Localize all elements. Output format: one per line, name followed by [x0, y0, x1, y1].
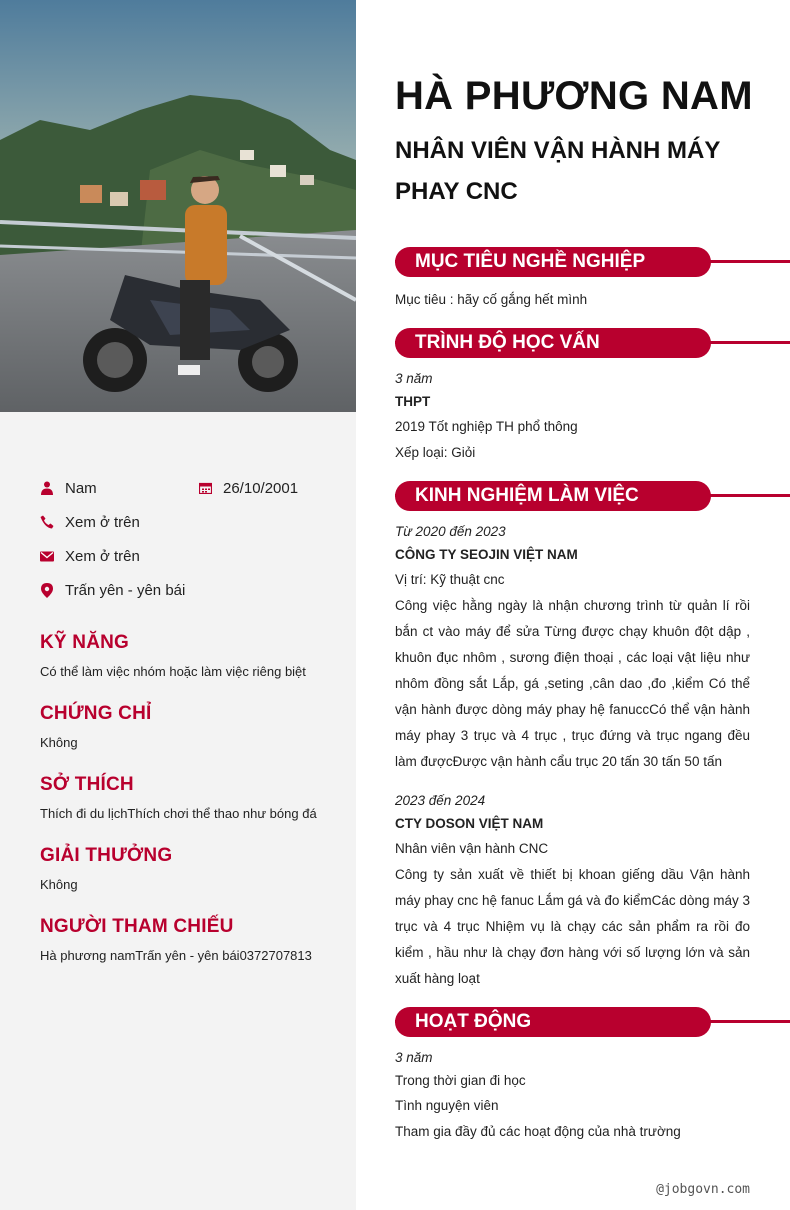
- awards-title: GIẢI THƯỞNG: [40, 845, 173, 866]
- skills-text: Có thể làm việc nhóm hoặc làm việc riêng biệt: [40, 664, 306, 679]
- references-title: NGƯỜI THAM CHIẾU: [40, 916, 234, 937]
- job-title: NHÂN VIÊN VẬN HÀNH MÁY PHAY CNC: [395, 137, 720, 205]
- activities-header: [395, 1007, 790, 1037]
- certificates-text: Không: [40, 735, 78, 750]
- location-icon: [40, 583, 54, 597]
- dob-row: [198, 478, 298, 498]
- education-header: [395, 328, 790, 358]
- sidebar: [0, 0, 356, 1210]
- activities-title: HOẠT ĐỘNG: [395, 1007, 711, 1037]
- full-name: HÀ PHƯƠNG NAM: [395, 74, 753, 118]
- phone-icon: [40, 515, 54, 529]
- email-value: Xem ở trên: [65, 547, 140, 565]
- gender-value: Nam: [65, 479, 97, 497]
- email-row: [40, 546, 140, 566]
- calendar-icon: [198, 481, 212, 495]
- activity-item-3: Tham gia đầy đủ các hoạt động của nhà trường: [395, 1124, 681, 1139]
- hobbies-title: SỞ THÍCH: [40, 774, 134, 795]
- phone-row: [40, 512, 140, 532]
- references-text: Hà phương namTrấn yên - yên bái0372707813: [40, 948, 312, 963]
- skills-section: [40, 632, 340, 679]
- main-content: [356, 0, 790, 1210]
- education-line1: 2019 Tốt nghiệp TH phổ thông: [395, 419, 578, 434]
- email-icon: [40, 549, 54, 563]
- gender-row: [40, 478, 97, 498]
- certificates-section: [40, 703, 340, 750]
- job2-description: Công ty sản xuất về thiết bị khoan giếng dầu Vận hành máy phay cnc hệ fanuc Lắm gá và đo kiểmCác dòng máy 3 trục và 4 trục Nhiệm vụ là chạy các sản phẩm ra rồi đo kiểm , hầu như là chạy đơn hàng với số lượng lớn và sản xuất hàng loạt: [395, 867, 750, 986]
- profile-photo: [0, 0, 356, 412]
- skills-title: KỸ NĂNG: [40, 632, 130, 653]
- dob-value: 26/10/2001: [223, 479, 299, 497]
- person-icon: [40, 481, 54, 495]
- education-title: TRÌNH ĐỘ HỌC VẤN: [395, 328, 711, 358]
- objective-title: MỤC TIÊU NGHỀ NGHIỆP: [395, 247, 711, 277]
- job1-company: CÔNG TY SEOJIN VIỆT NAM: [395, 547, 578, 562]
- job1-position: Vị trí: Kỹ thuật cnc: [395, 572, 505, 587]
- awards-text: Không: [40, 877, 78, 892]
- certificates-title: CHỨNG CHỈ: [40, 703, 152, 724]
- education-period: 3 năm: [395, 371, 433, 386]
- footer-watermark: @jobgovn.com: [656, 1182, 750, 1197]
- address-row: [40, 580, 185, 600]
- education-school: THPT: [395, 394, 431, 409]
- references-section: [40, 916, 340, 963]
- hobbies-text: Thích đi du lịchThích chơi thể thao như bóng đá: [40, 806, 317, 821]
- activity-item-2: Tình nguyện viên: [395, 1098, 499, 1113]
- phone-value: Xem ở trên: [65, 513, 140, 531]
- experience-title: KINH NGHIỆM LÀM VIỆC: [395, 481, 711, 511]
- job2-company: CTY DOSON VIỆT NAM: [395, 816, 544, 831]
- experience-header: [395, 481, 790, 511]
- objective-header: [395, 247, 790, 277]
- job2-period: 2023 đến 2024: [395, 793, 486, 808]
- job1-period: Từ 2020 đến 2023: [395, 524, 506, 539]
- education-line2: Xếp loại: Giỏi: [395, 445, 476, 460]
- activity-item-1: Trong thời gian đi học: [395, 1073, 526, 1088]
- objective-text: Mục tiêu : hãy cố gắng hết mình: [395, 292, 588, 307]
- address-value: Trấn yên - yên bái: [65, 581, 186, 599]
- activities-period: 3 năm: [395, 1050, 433, 1065]
- hobbies-section: [40, 774, 340, 821]
- awards-section: [40, 845, 340, 892]
- job1-description: Công việc hằng ngày là nhận chương trình từ quản lí rồi bắn ct vào máy để sửa Từng được chạy khuôn đột dập , khuôn đục nhôm , sương điện thoại , các loại vật liệu như nhôm đồng sắt Lắp, gá ,seting ,cân dao ,đo ,kiểm Có thể vận hành được dòng máy phay hệ fanuccCó thể vận hành máy phay 3 trục và 4 trục , trục đứng và trục ngang đều làm đượcĐược vận hành cẩu trục 20 tấn 30 tấn 50 tấn: [395, 598, 750, 769]
- job2-position: Nhân viên vận hành CNC: [395, 841, 549, 856]
